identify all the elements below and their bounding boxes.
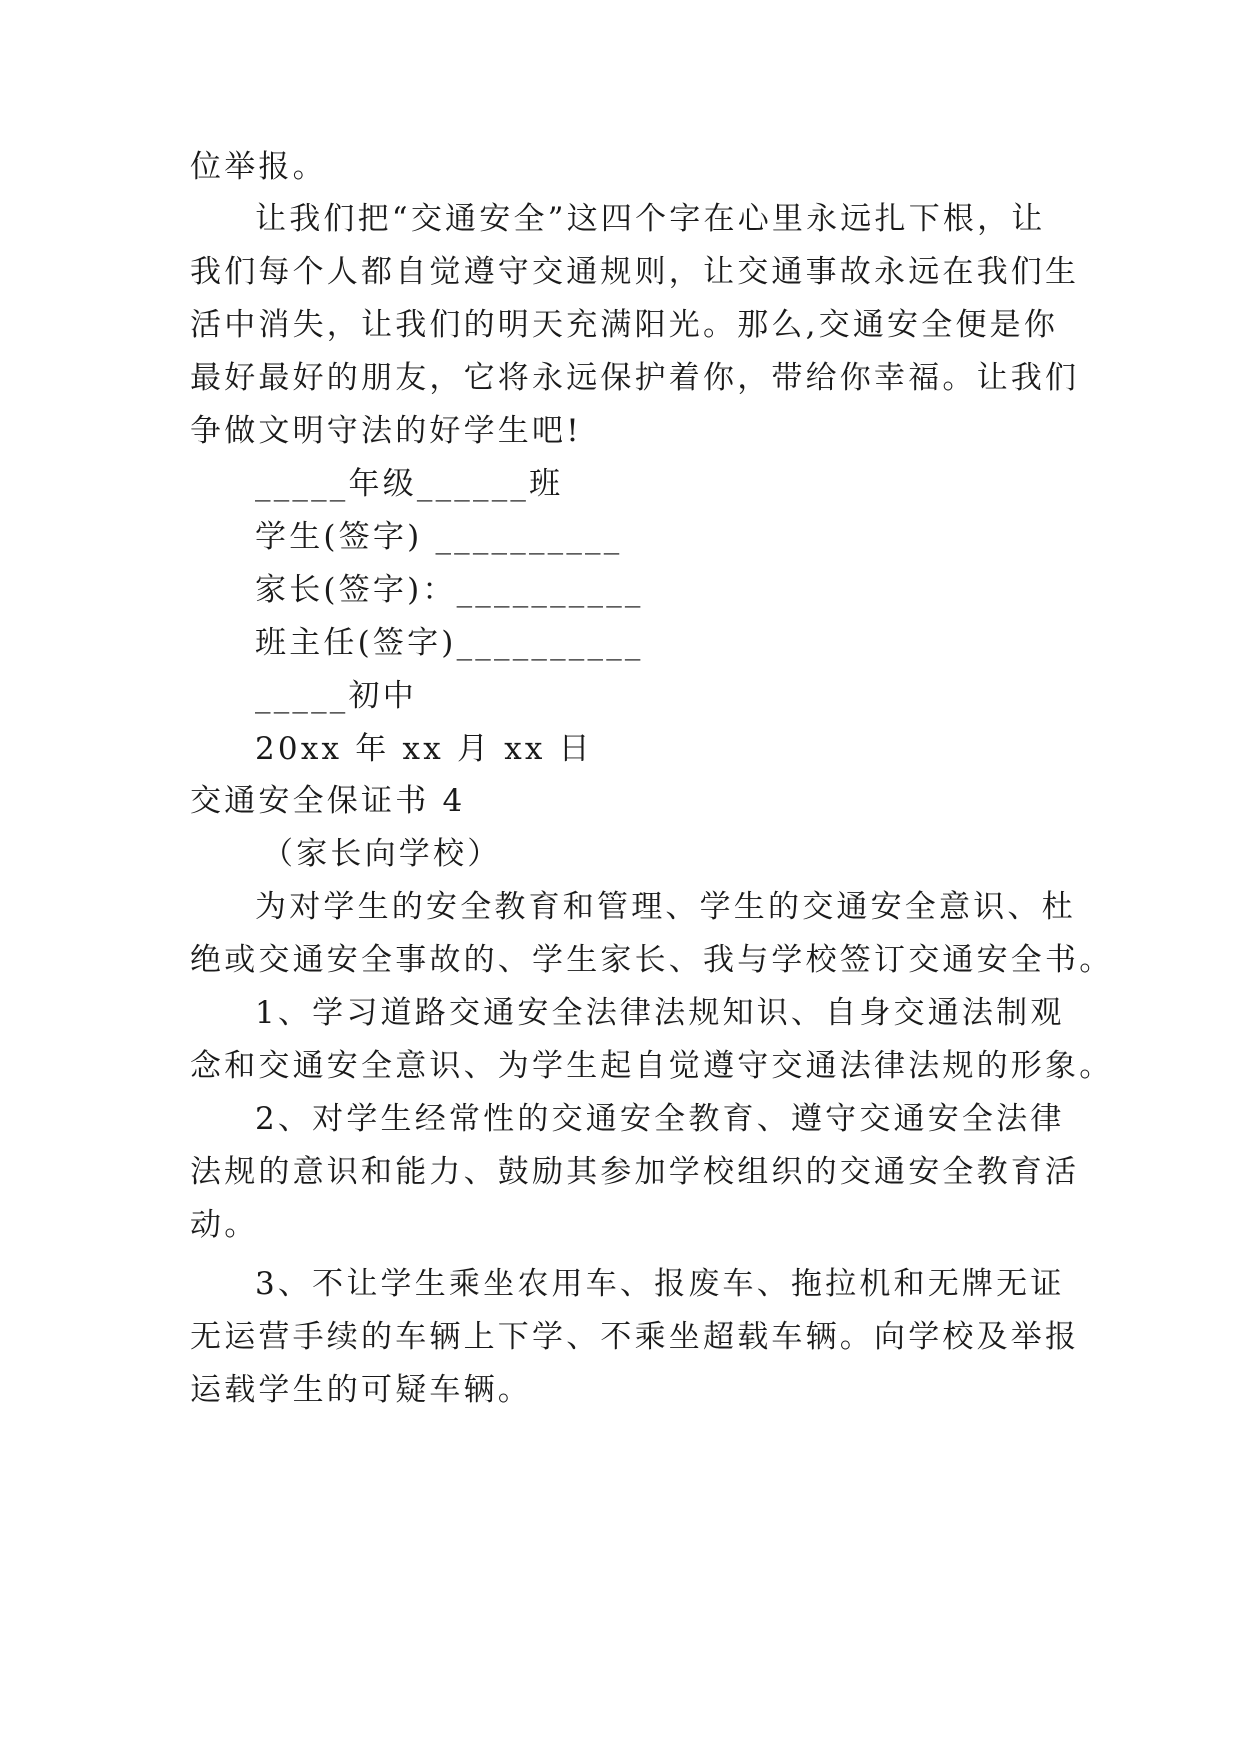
intro-line: 为对学生的安全教育和管理、学生的交通安全意识、杜 xyxy=(255,889,1076,925)
paragraph-line: 我们每个人都自觉遵守交通规则，让交通事故永远在我们生 xyxy=(190,254,1080,290)
student-signature-line: 学生(签字) __________ xyxy=(255,519,623,555)
paragraph-line: 最好最好的朋友，它将永远保护着你，带给你幸福。让我们 xyxy=(190,360,1080,396)
section-title: 交通安全保证书 4 xyxy=(190,783,466,819)
item-1-line: 1、学习道路交通安全法律法规知识、自身交通法制观 xyxy=(255,995,1065,1031)
grade-class-line: _____年级______班 xyxy=(255,466,564,502)
teacher-signature-line: 班主任(签字)__________ xyxy=(255,625,644,661)
item-2-line: 法规的意识和能力、鼓励其参加学校组织的交通安全教育活 xyxy=(190,1154,1080,1190)
item-2-line: 动。 xyxy=(190,1207,259,1243)
paragraph-line: 活中消失，让我们的明天充满阳光。那么,交通安全便是你 xyxy=(190,307,1059,343)
paragraph-line: 争做文明守法的好学生吧! xyxy=(190,413,582,449)
paragraph-continuation: 位举报。 xyxy=(190,149,327,185)
intro-line: 绝或交通安全事故的、学生家长、我与学校签订交通安全书。 xyxy=(190,942,1114,978)
school-line: _____初中 xyxy=(255,678,417,714)
item-2-line: 2、对学生经常性的交通安全教育、遵守交通安全法律 xyxy=(255,1101,1065,1137)
item-3-line: 3、不让学生乘坐农用车、报废车、拖拉机和无牌无证 xyxy=(255,1266,1065,1302)
date-line: 20xx 年 xx 月 xx 日 xyxy=(255,731,593,767)
section-subtitle: （家长向学校） xyxy=(262,836,502,872)
parent-signature-line: 家长(签字)：__________ xyxy=(255,572,644,608)
item-1-line: 念和交通安全意识、为学生起自觉遵守交通法律法规的形象。 xyxy=(190,1048,1114,1084)
item-3-line: 无运营手续的车辆上下学、不乘坐超载车辆。向学校及举报 xyxy=(190,1319,1080,1355)
item-3-line: 运载学生的可疑车辆。 xyxy=(190,1372,532,1408)
paragraph-line: 让我们把“交通安全”这四个字在心里永远扎下根，让 xyxy=(255,201,1046,237)
